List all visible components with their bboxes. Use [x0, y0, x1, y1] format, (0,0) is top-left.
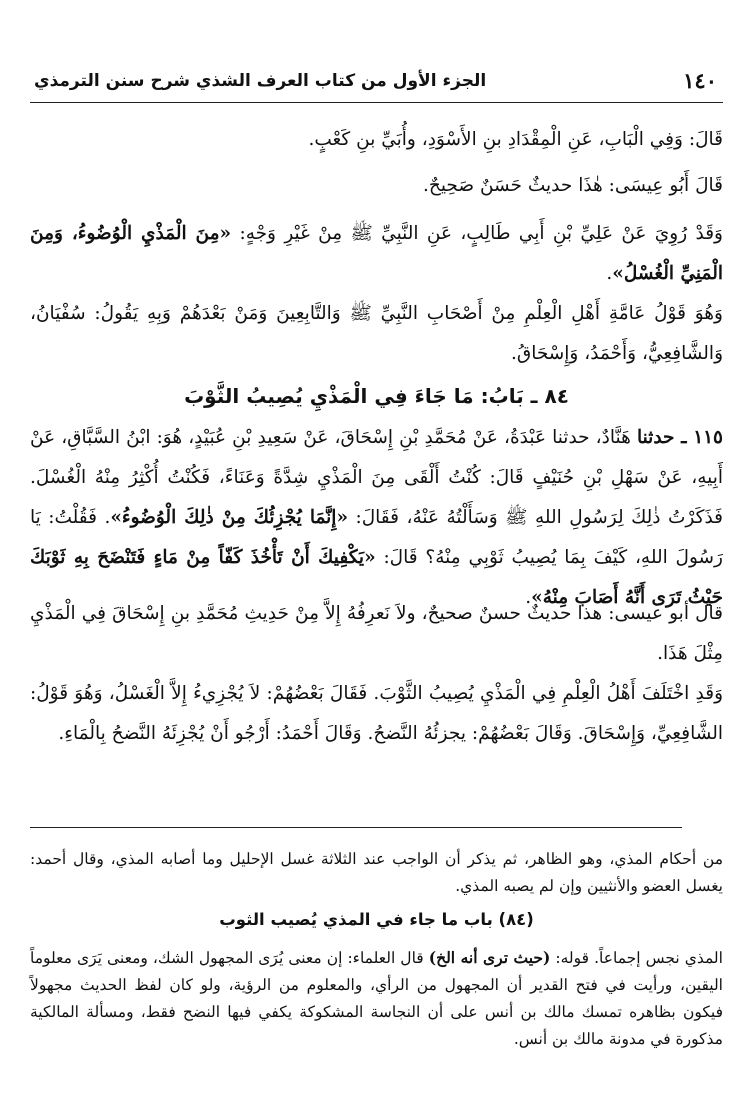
paragraph-narration — [30, 120, 723, 160]
page-number: ١٤٠ — [683, 68, 717, 93]
punctuation: . — [606, 263, 613, 284]
commentary-text: من أحكام المذي، وهو الظاهر، ثم يذكر أن الواجب عند الثلاثة غسل الإحليل وما أصابه المذي، وقال أحمد: يغسل العضو والأنثيين وإن لم يصبه المذي. — [30, 850, 723, 895]
paragraph-ali-narration — [30, 214, 723, 294]
prophetic-quote: «إِنَّمَا يُجْزِئُكَ مِنْ ذٰلِكَ الْوُضُوءُ» — [110, 507, 349, 528]
paragraph-text: وَقَدِ اخْتَلَفَ أَهْلُ الْعِلْمِ فِي الْمَذْيِ يُصِيبُ الثَّوْبَ. فَقَالَ بَعْضُهُمْ: لاَ يُجْزِيءُ إِلاَّ الْغَسْلُ، وَهُوَ قَوْلُ: الشَّافِعِيِّ، وَإِسْحَاقَ. وَقَالَ بَعْضُهُمْ: يجزئُهُ النَّضحُ. وَقَالَ أَحْمَدُ: أَرْجُو أَنْ يُجْزِئَهُ النَّضحُ بِالْمَاءِ. — [30, 683, 723, 744]
paragraph-text: قَالَ أَبُو عِيسَى: هٰذَا حديثٌ حَسَنٌ صَحِيحٌ. — [423, 175, 723, 196]
chapter-title: ٨٤ ـ بَابُ: مَا جَاءَ فِي الْمَذْيِ يُصِيبُ الثَّوْبَ — [184, 384, 569, 408]
paragraph-text: وَقَدْ رُوِيَ عَنْ عَلِيِّ بْنِ أَبِي طَالِبٍ، عَنِ النَّبِيِّ ﷺ مِنْ غَيْرِ وَجْهٍ: — [239, 223, 723, 244]
commentary-lemma: (حيث ترى أنه الخ) — [428, 948, 551, 967]
commentary-paragraph — [30, 944, 723, 1053]
page-header — [30, 68, 723, 103]
paragraph-disagreement — [30, 674, 723, 754]
paragraph-scholars — [30, 294, 723, 374]
paragraph-abu-isa — [30, 594, 723, 674]
running-title: الجزء الأول من كتاب العرف الشذي شرح سنن الترمذي — [34, 71, 487, 91]
punctuation: . — [525, 587, 532, 608]
hadith-number: ١١٥ ـ حدثنا — [636, 427, 723, 448]
paragraph-text: قَالَ: وَفِي الْبَابِ، عَنِ الْمِقْدَادِ بنِ الأَسْوَدِ، وأُبَيِّ بنِ كَعْبٍ. — [308, 129, 723, 150]
footnote-divider — [30, 827, 682, 828]
commentary-text: المذي نجس إجماعاً. قوله: — [555, 949, 723, 967]
hadith-115 — [30, 418, 723, 618]
hadith-text: . فَقُلْتُ: يَا رَسُولَ اللهِ، كَيْفَ بِمَا يُصِيبُ ثَوْبِي مِنْهُ؟ قَالَ: — [30, 507, 723, 568]
hadith-chain: هَنَّادٌ، حدثنا عَبْدَةُ، عَنْ مُحَمَّدِ بْنِ إِسْحَاقَ، عَنْ سَعِيدِ بْنِ عُبَيْدٍ، هُوَ: ابْنُ السَّبَّاقِ، عَنْ أَبِيهِ، عَنْ سَهْلِ بْنِ حُنَيْفٍ قَالَ: كُنْتُ أَلْقَى مِنَ الْمَذْيِ شِدَّةً وَعَنَاءً، فَكُنْتُ أُكْثِرُ مِنْهُ الْغُسْلَ. فَذَكَرْتُ ذٰلِكَ لِرَسُولِ اللهِ ﷺ وَسَأَلْتُهُ عَنْهُ، فَقَالَ: — [30, 427, 723, 528]
commentary-paragraph — [30, 846, 723, 900]
prophetic-quote: «يَكْفِيكَ أَنْ تَأْخُذَ كَفّاً مِنْ مَاءٍ فَتَنْضَحَ بِهِ ثَوْبَكَ حَيْثُ تَرَى أَنَّهُ أَصَابَ مِنْهُ» — [30, 547, 723, 608]
commentary-text: قال العلماء: إن معنى يُرَى المجهول الشك، ومعنى يَرَى معلوماً اليقين، ورأيت في فتح القدير أن المجهول من الرأي، والمعلوم من الرؤية، ولو كان لفظ الحديث مجهولاً فيكون بظاهره تمسك مالك بن أنس على أن النجاسة المشكوكة يكفي فيها النضح فقط، ومسألة المالكية مذكورة في مدونة مالك بن أنس. — [30, 949, 723, 1048]
paragraph-text: وَهُوَ قَوْلُ عَامَّةِ أَهْلِ الْعِلْمِ مِنْ أَصْحَابِ النَّبِيِّ ﷺ وَالتَّابِعِينَ وَمَنْ بَعْدَهُمْ وَبِهِ يَقُولُ: سُفْيَانُ، وَالشَّافِعِيُّ، وَأَحْمَدُ، وَإِسْحَاقُ. — [30, 303, 723, 364]
paragraph-grading — [30, 166, 723, 206]
commentary-heading: (٨٤) باب ما جاء في المذي يُصيب الثوب — [219, 910, 534, 929]
prophetic-quote: «مِنَ الْمَذْيِ الْوُضُوءُ، وَمِنَ الْمَنِيِّ الْغُسْلُ» — [30, 223, 723, 284]
paragraph-text: قال أبو عيسى: هذا حديثٌ حسنٌ صحيحٌ، ولاَ نَعرِفُهُ إِلاَّ مِنْ حَدِيثِ مُحَمَّدِ بنِ إِسْحَاقَ فِي الْمَذْيِ مِثْلَ هَذَا. — [30, 603, 723, 664]
